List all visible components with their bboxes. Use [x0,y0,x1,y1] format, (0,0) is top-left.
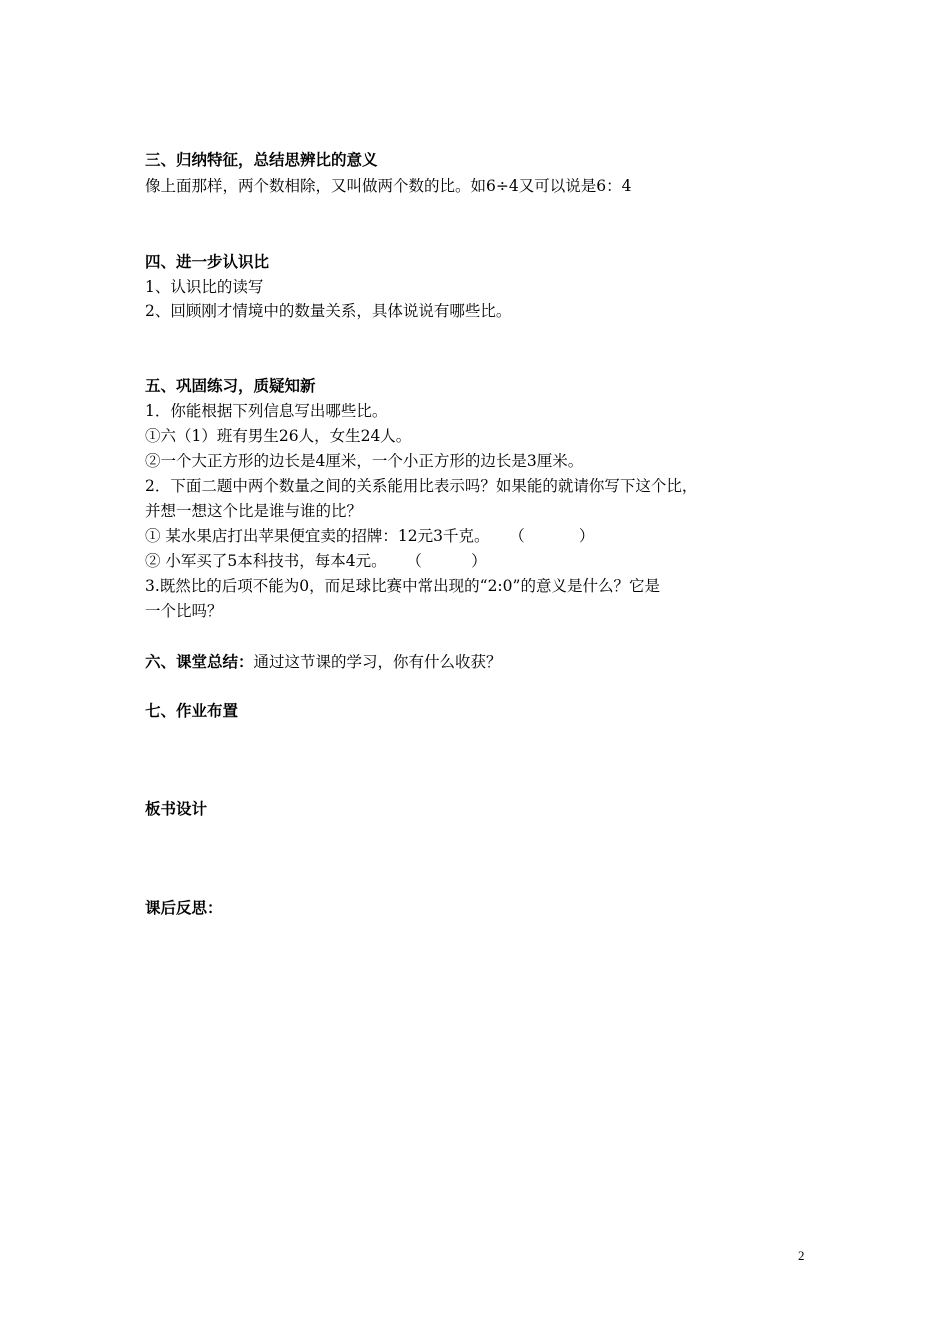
page-number: 2 [798,1248,805,1263]
section-3-heading: 三、归纳特征，总结思辨比的意义 [145,150,378,169]
section-6-heading: 六、课堂总结： [145,652,254,671]
section-4-heading: 四、进一步认识比 [145,252,270,271]
section-5-line-5: 并想一想这个比是谁与谁的比？ [145,502,363,520]
reflection-heading: 课后反思： [145,898,223,917]
section-4-item-2: 2、回顾刚才情境中的数量关系，具体说说有哪些比。 [145,302,512,320]
section-7-heading: 七、作业布置 [145,701,239,720]
section-5-line-1: 1．你能根据下列信息写出哪些比。 [145,402,388,420]
section-5-line-7: ② 小军买了5本科技书，每本4元。 （ ） [145,552,487,570]
board-design-heading: 板书设计 [145,799,208,818]
section-3-body: 像上面那样，两个数相除，又叫做两个数的比。如6÷4又可以说是6：4 [145,177,632,195]
section-5-line-4: 2．下面二题中两个数量之间的关系能用比表示吗？如果能的就请你写下这个比， [145,477,698,495]
section-5-line-9: 一个比吗？ [145,602,223,620]
section-5-line-2: ①六（1）班有男生26人，女生24人。 [145,427,412,445]
section-6-line [145,651,502,673]
section-5-line-8: 3.既然比的后项不能为0，而足球比赛中常出现的“2:0”的意义是什么？它是 [145,577,660,595]
section-4-item-1: 1、认识比的读写 [145,278,264,296]
section-6-body: 通过这节课的学习，你有什么收获？ [253,653,502,671]
section-5-line-6: ① 某水果店打出苹果便宜卖的招牌：12元3千克。 （ ） [145,527,595,545]
section-5-heading: 五、巩固练习，质疑知新 [145,376,316,395]
section-5-line-3: ②一个大正方形的边长是4厘米，一个小正方形的边长是3厘米。 [145,452,584,470]
